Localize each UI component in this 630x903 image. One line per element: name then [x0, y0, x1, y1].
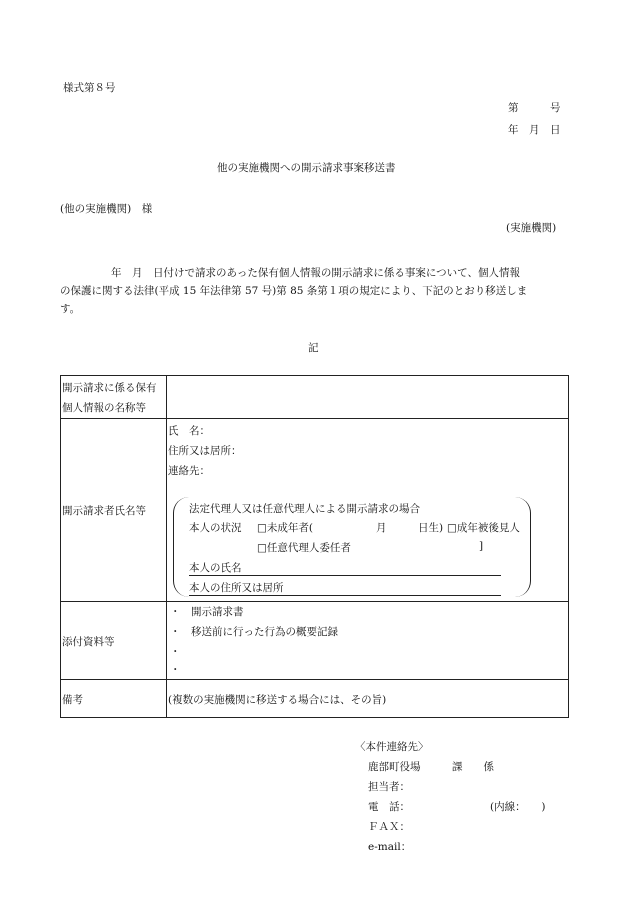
document-date: 年 月 日 [508, 124, 561, 136]
contact-field: 連絡先： [168, 465, 210, 477]
bracket-close: ] [479, 540, 484, 552]
info-name-value [167, 376, 569, 419]
row-label-requester: 開示請求者氏名等 [61, 419, 167, 602]
status-option-ward: □成年被後見人 [447, 522, 520, 534]
contact-email: e-mail： [368, 841, 412, 853]
addressee: (他の実施機関) 様 [60, 203, 153, 215]
status-option-agent: □任意代理人委任者 [257, 542, 351, 554]
list-item: ・ [170, 646, 181, 658]
table-row [61, 680, 569, 718]
document-title: 他の実施機関への開示請求事案移送書 [217, 162, 396, 174]
contact-extension: (内線： ) [490, 801, 546, 813]
body-line-3: す。 [60, 303, 81, 315]
table-row [61, 602, 569, 680]
attachments-cell [167, 602, 569, 680]
status-label: 本人の状況 [189, 522, 242, 534]
ki-heading: 記 [308, 342, 319, 354]
row-label-line: 開示請求に係る保有 [62, 382, 157, 394]
list-item: ・ [170, 664, 181, 676]
table-row [61, 376, 569, 419]
proxy-title: 法定代理人又は任意代理人による開示請求の場合 [189, 503, 420, 515]
address-field: 住所又は居所： [168, 445, 242, 457]
document-number: 第 号 [508, 102, 561, 114]
contact-office: 鹿部町役場 課 係 [368, 761, 494, 773]
principal-address-field: 本人の住所又は居所 [189, 580, 501, 596]
body-line-1: 年 月 日付けで請求のあった保有個人情報の開示請求に係る事案について、個人情報 [111, 267, 520, 279]
row-label-attachments: 添付資料等 [61, 602, 167, 680]
row-label-info-name [61, 376, 167, 419]
contact-fax: ＦＡＸ： [368, 821, 410, 833]
table-row [61, 419, 569, 602]
row-label-remarks: 備考 [61, 680, 167, 718]
body-line-2: の保護に関する法律(平成 15 年法律第 57 号)第 85 条第１項の規定により、下記のとおり移送しま [60, 285, 528, 297]
list-item: ・ 移送前に行った行為の概要記録 [170, 626, 338, 638]
contact-phone: 電 話： [368, 801, 410, 813]
transfer-table [60, 375, 569, 718]
row-label-line: 個人情報の名称等 [62, 402, 146, 414]
contact-header: 〈本件連絡先〉 [355, 741, 429, 753]
name-field: 氏 名： [168, 425, 210, 437]
list-item: ・ 開示請求書 [170, 606, 244, 618]
remarks-cell: (複数の実施機関に移送する場合には、その旨) [167, 680, 569, 718]
status-option-minor: □未成年者( 月 日生) [257, 522, 444, 534]
form-number: 様式第８号 [63, 82, 116, 94]
requester-cell [167, 419, 569, 602]
principal-name-field: 本人の氏名 [189, 560, 501, 576]
sender: (実施機関) [506, 222, 557, 234]
contact-person: 担当者： [368, 781, 410, 793]
